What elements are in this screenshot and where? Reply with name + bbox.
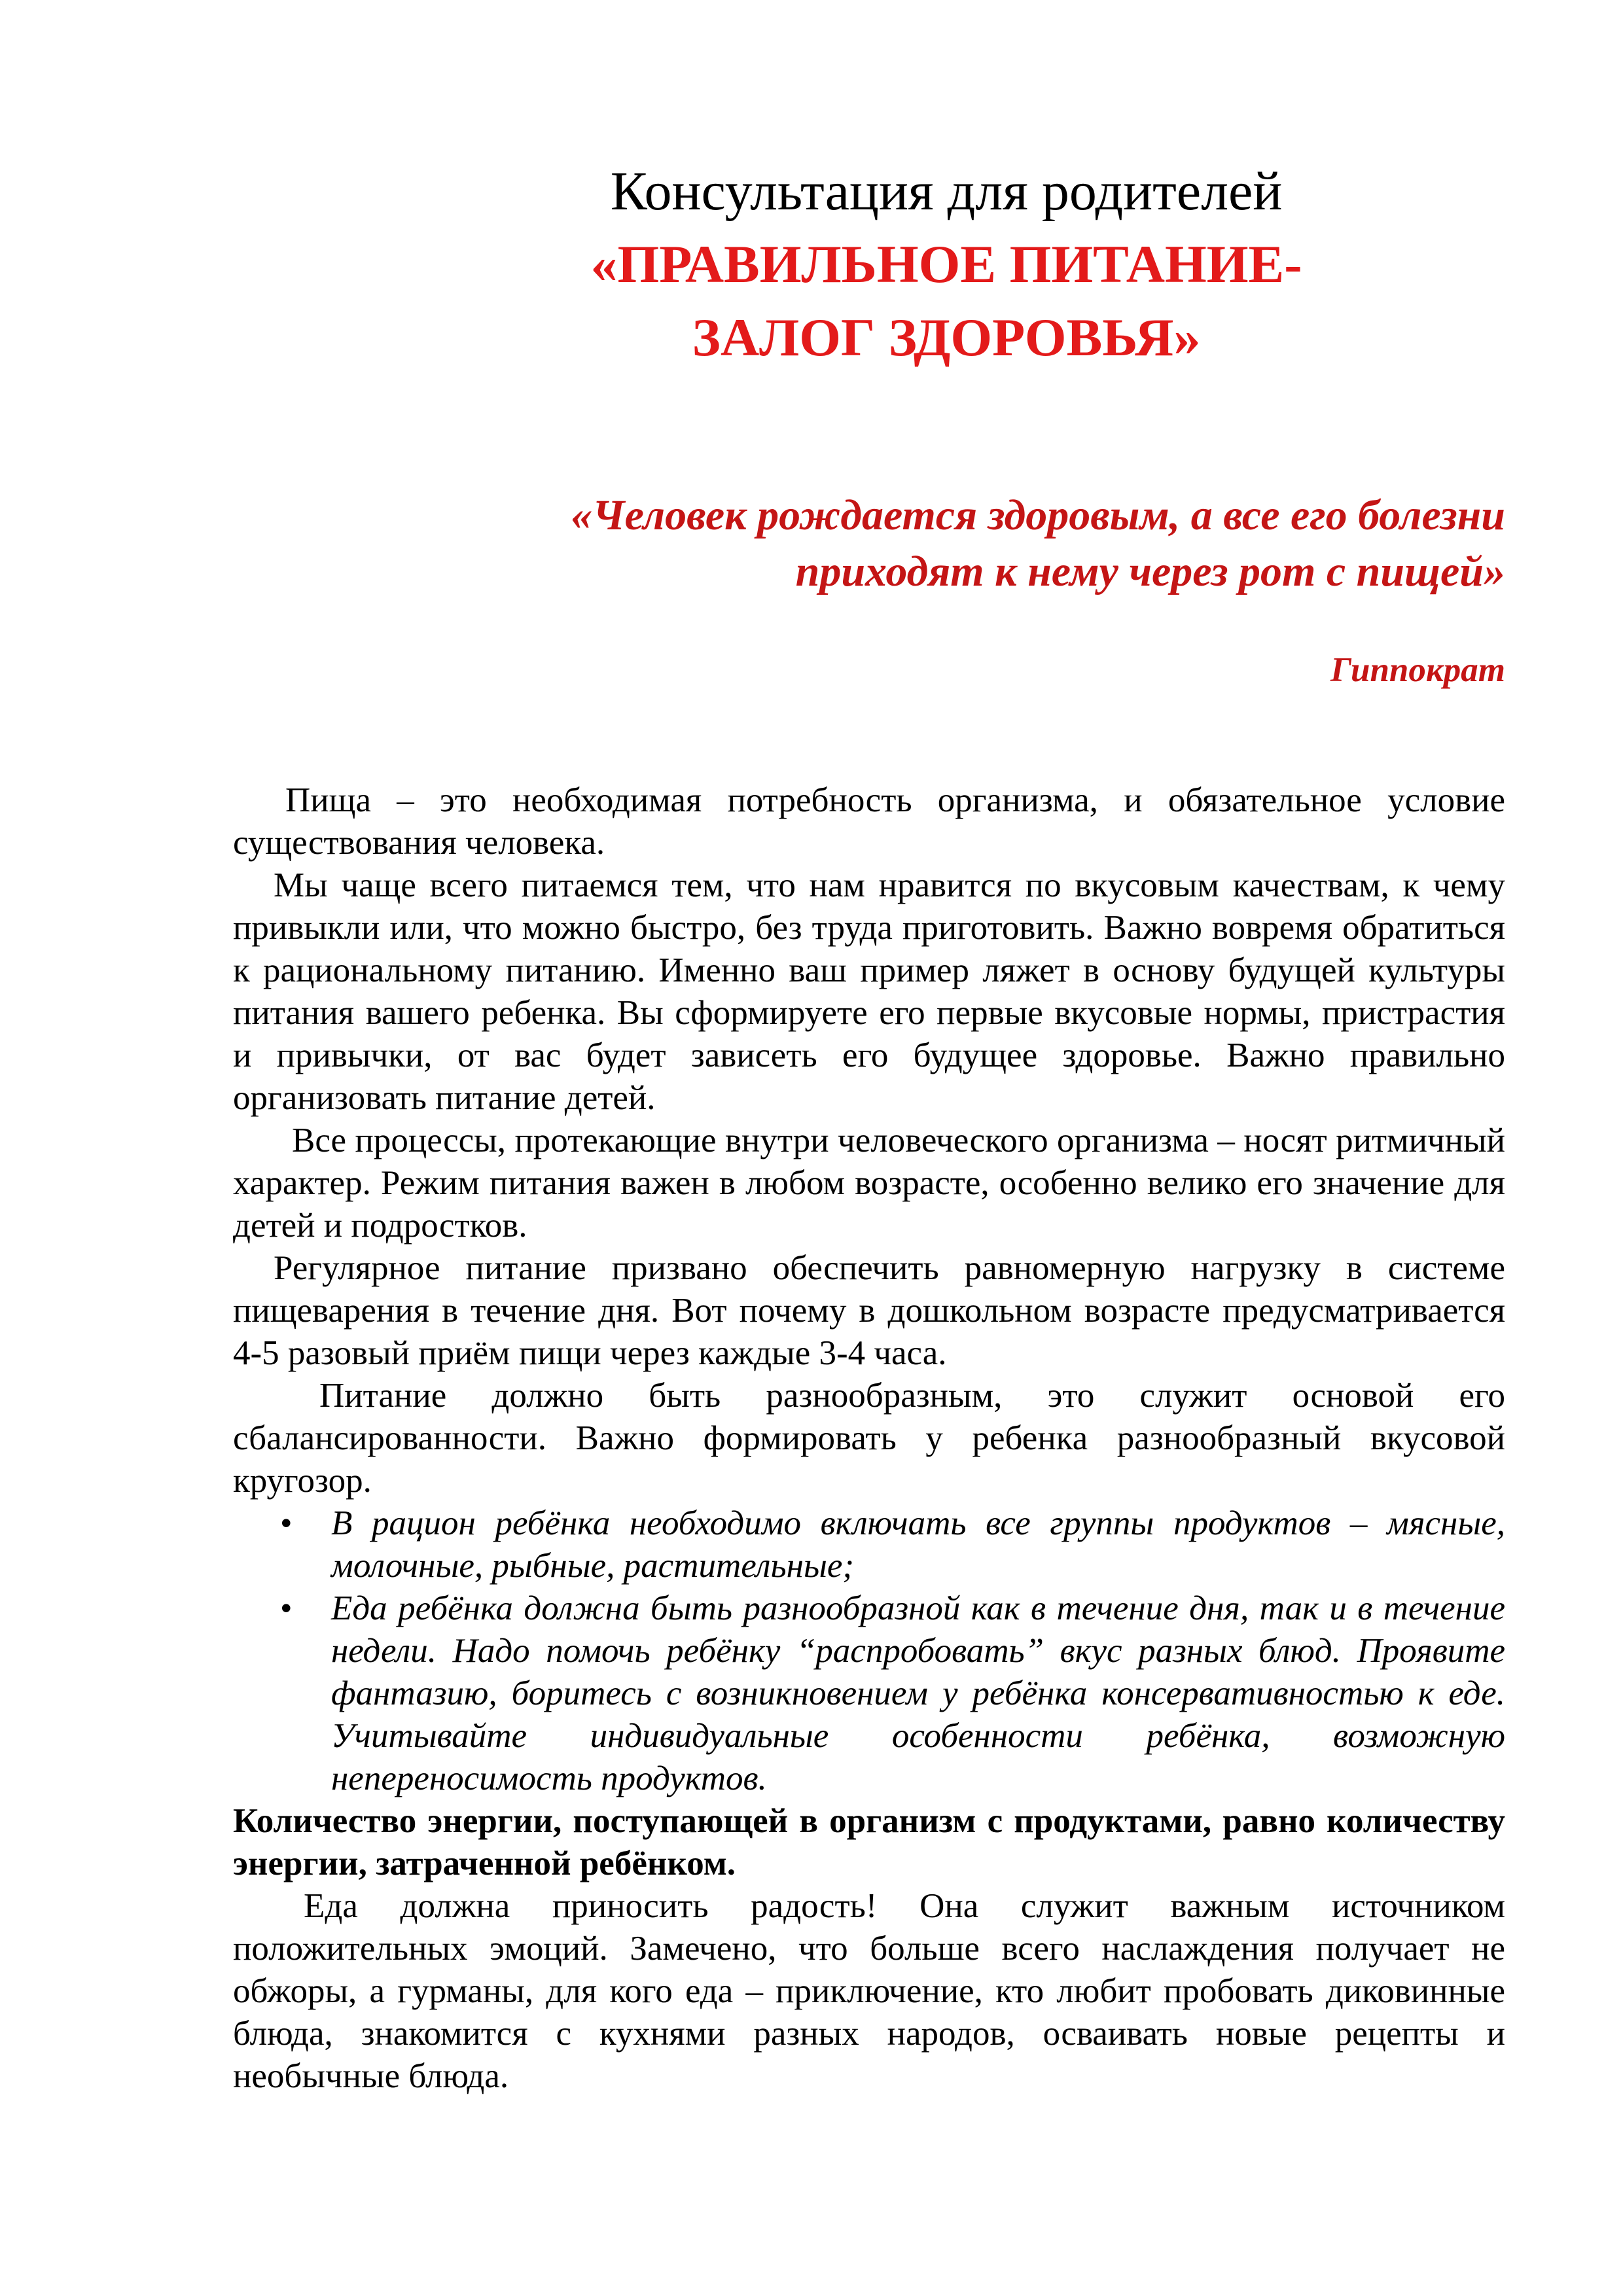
list-item [233,1502,1505,1587]
recommendation-list [233,1502,1505,1800]
epigraph-quote [233,487,1505,600]
epigraph-author: Гиппократ [1330,651,1505,689]
energy-balance-statement: Количество энергии, поступающей в организм с продуктами, равно количеству энергии, затраченной ребёнком. [233,1802,1505,1882]
bullet-marker: • [280,1589,293,1627]
list-item-text: В рацион ребёнка необходимо включать все группы продуктов – мясные, молочные, рыбные, растительные; [331,1504,1505,1585]
epigraph-quote-line-1: «Человек рождается здоровым, а все его болезни [571,491,1505,539]
list-item-text: Еда ребёнка должна быть разнообразной как в течение дня, так и в течение недели. Надо помочь ребёнку “распробовать” вкус разных блюд. Проявите фантазию, боритесь с возникновением у ребёнка консервативностью к еде. Учитывайте индивидуальные особенности ребёнка, возможную непереносимость продуктов. [331,1589,1505,1797]
topic-title-line-1: «ПРАВИЛЬНОЕ ПИТАНИЕ- [590,234,1302,294]
page-title: Консультация для родителей [610,161,1283,222]
paragraph-food-joy: Еда должна приносить радость! Она служит важным источником положительных эмоций. Замечено, что больше всего наслаждения получает не обжоры, а гурманы, для кого еда – приключение, кто любит пробовать диковинные блюда, знакомится с кухнями разных народов, осваивать новые рецепты и необычные блюда. [233,1887,1505,2095]
paragraph-regular-meals: Регулярное питание призвано обеспечить равномерную нагрузку в системе пищеварения в течение дня. Вот почему в дошкольном возрасте предусматривается 4-5 разовый приём пищи через каждые 3-4 часа. [233,1249,1505,1372]
bullet-marker: • [280,1504,293,1542]
document-page [233,0,1505,2098]
paragraph-variety: Питание должно быть разнообразным, это служит основой его сбалансированности. Важно формировать у ребенка разнообразный вкусовой кругозор. [233,1377,1505,1500]
topic-title-line-2: ЗАЛОГ ЗДОРОВЬЯ» [692,308,1201,367]
list-item [233,1587,1505,1800]
document-body [233,779,1505,2098]
paragraph-eating-habits: Мы чаще всего питаемся тем, что нам нравится по вкусовым качествам, к чему привыкли или, что можно быстро, без труда приготовить. Важно вовремя обратиться к рациональному питанию. Именно ваш пример ляжет в основу будущей культуры питания вашего ребенка. Вы сформируете его первые вкусовые нормы, пристрастия и привычки, от вас будет зависеть его будущее здоровье. Важно правильно организовать питание детей. [233,866,1505,1117]
epigraph-quote-line-2: приходят к нему через рот с пищей» [795,548,1505,595]
document-heading [233,156,1505,374]
paragraph-food-necessity: Пища – это необходимая потребность организма, и обязательное условие существования человека. [233,781,1505,862]
paragraph-rhythm: Все процессы, протекающие внутри человеческого организма – носят ритмичный характер. Режим питания важен в любом возрасте, особенно велико его значение для детей и подростков. [233,1122,1505,1245]
